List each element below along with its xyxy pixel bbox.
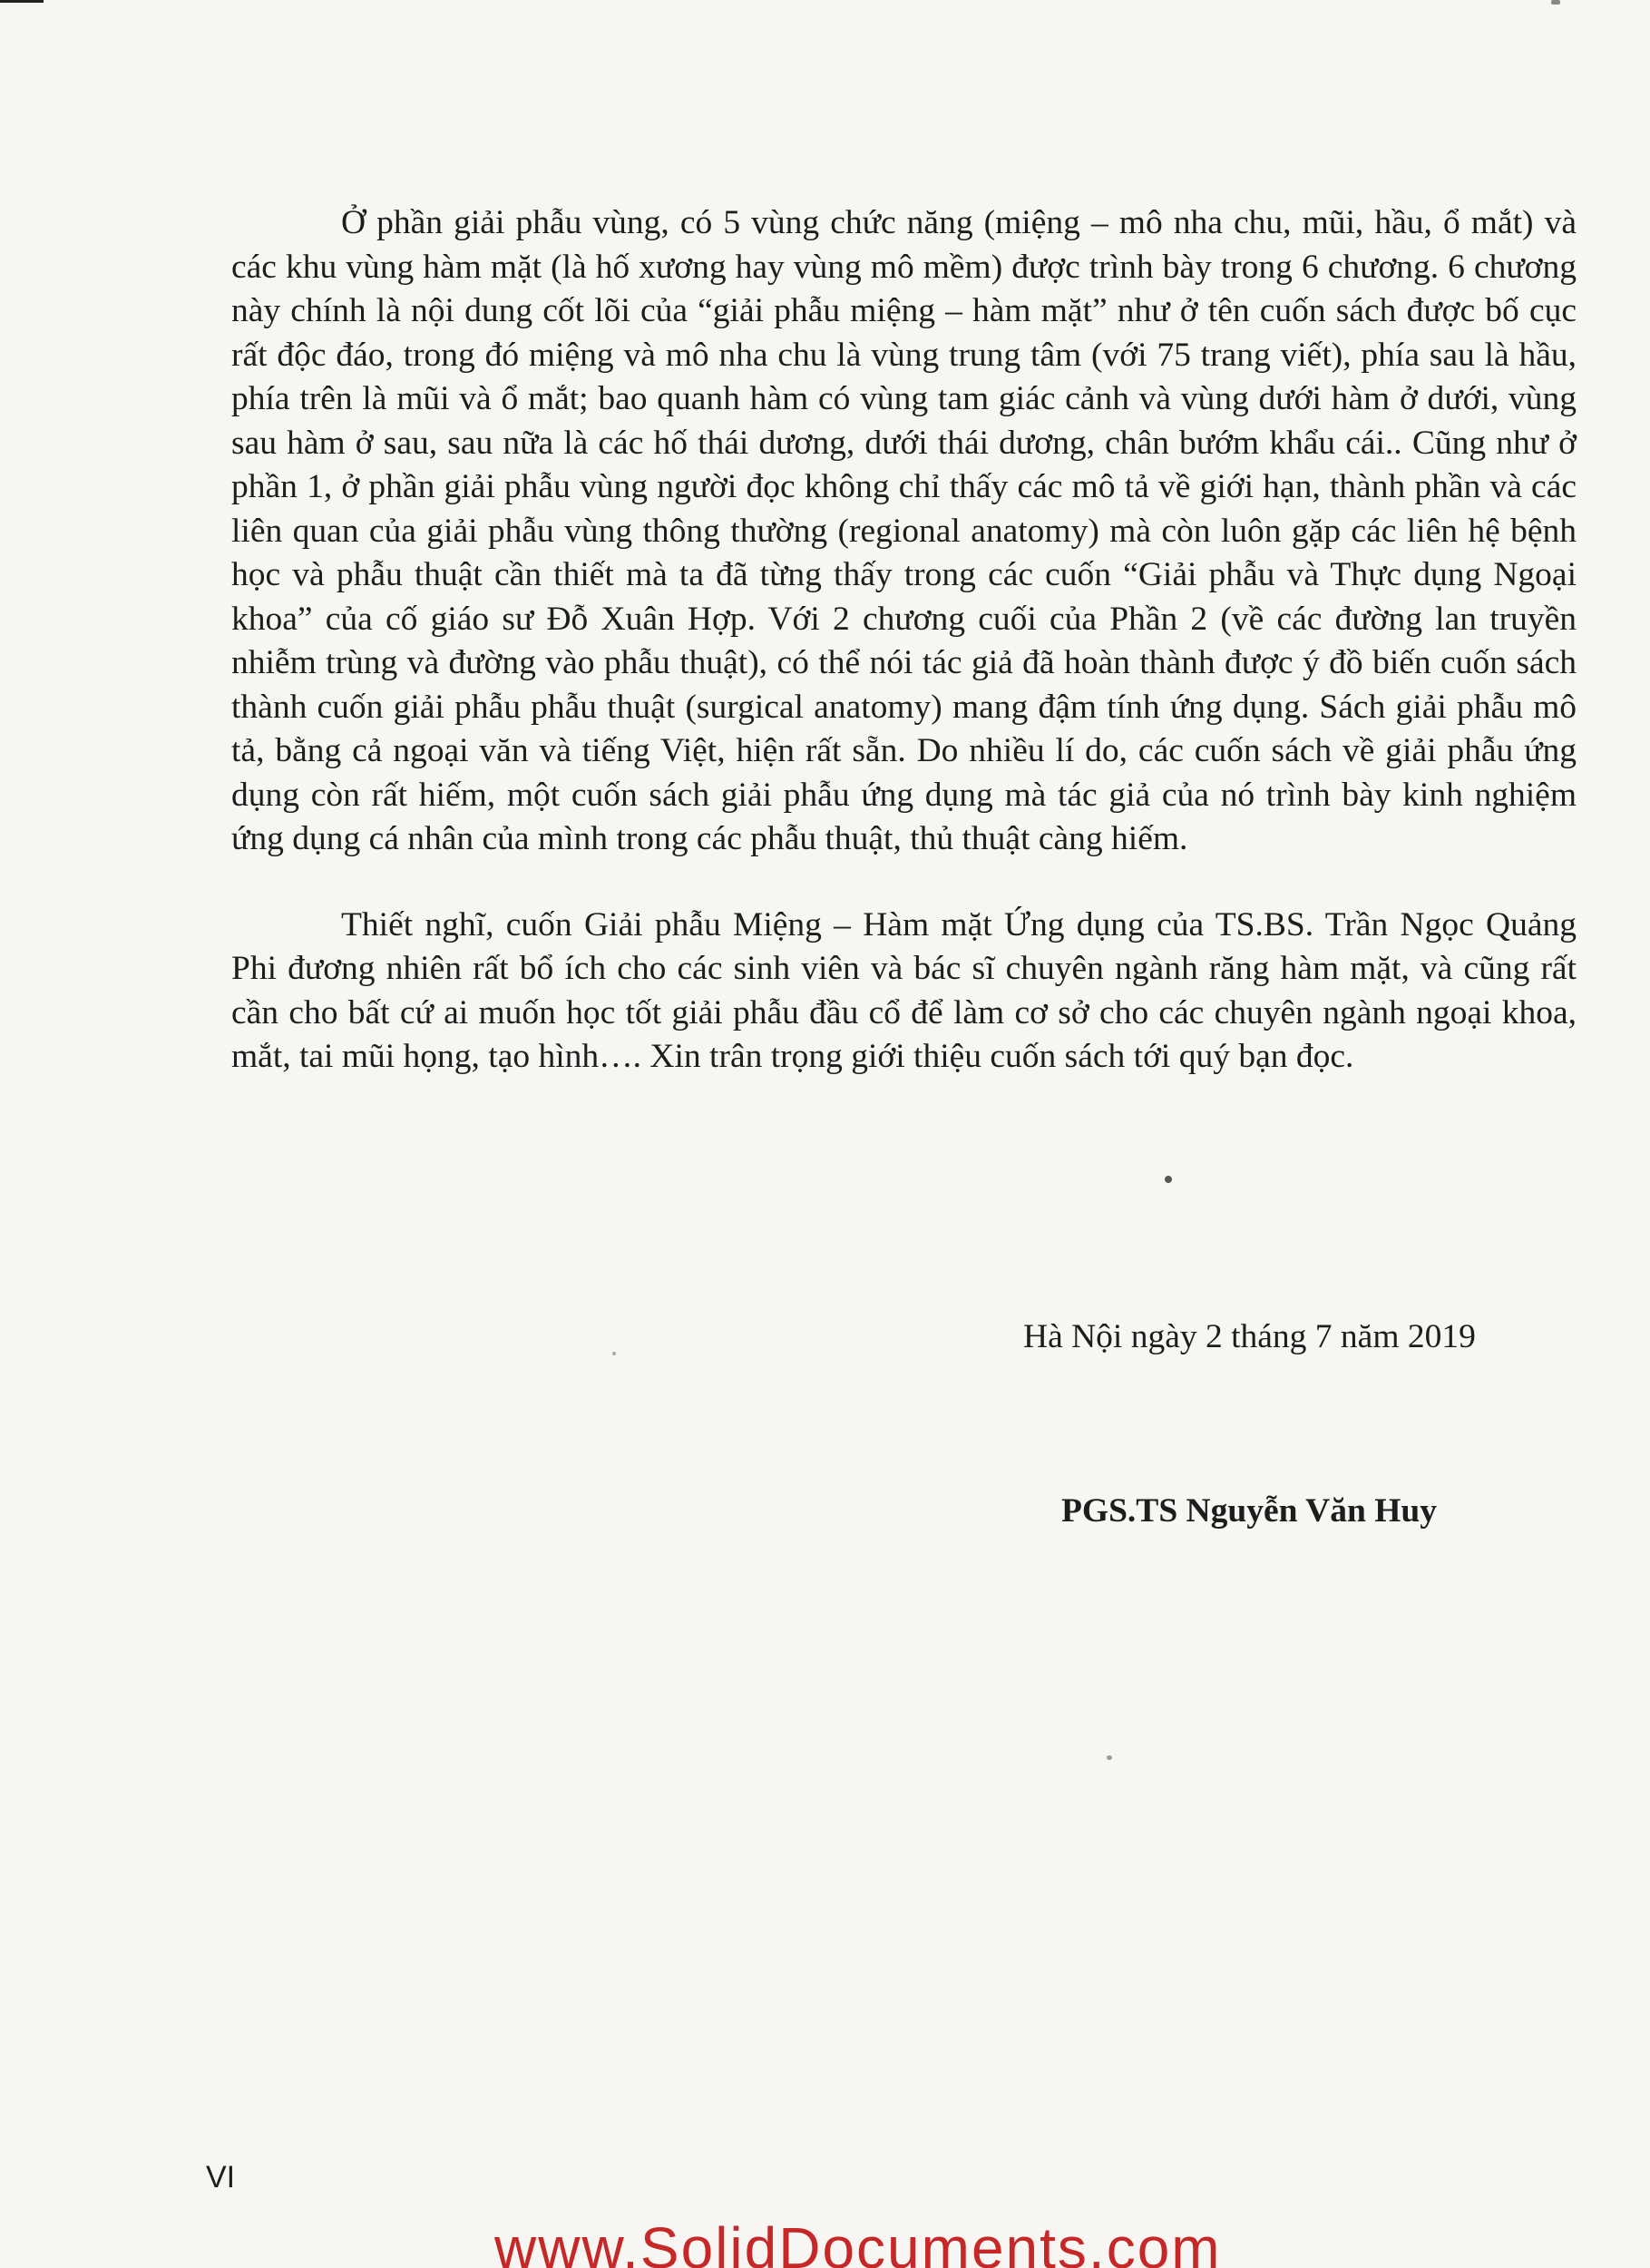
scan-speck — [612, 1352, 616, 1355]
author-signature: PGS.TS Nguyễn Văn Huy — [1061, 1492, 1438, 1530]
scan-speck — [1165, 1176, 1172, 1183]
watermark-link[interactable]: www.SolidDocuments.com — [494, 2215, 1222, 2268]
paragraph-2: Thiết nghĩ, cuốn Giải phẫu Miệng – Hàm mặt Ứng dụng của TS.BS. Trần Ngọc Quảng Phi đương nhiên rất bổ ích cho các sinh viên và bác sĩ chuyên ngành răng hàm mặt, và cũng rất cần cho bất cứ ai muốn học tốt giải phẫu đầu cổ để làm cơ sở cho các chuyên ngành ngoại khoa, mắt, tai mũi họng, tạo hình…. Xin trân trọng giới thiệu cuốn sách tới quý bạn đọc. — [231, 905, 1577, 1075]
body-text — [231, 201, 1577, 1080]
scan-corner-mark — [0, 0, 44, 3]
dateline: Hà Nội ngày 2 tháng 7 năm 2019 — [1023, 1318, 1476, 1355]
page-number: VI — [206, 2160, 236, 2195]
paragraph-1: Ở phần giải phẫu vùng, có 5 vùng chức năng (miệng – mô nha chu, mũi, hầu, ổ mắt) và các khu vùng hàm mặt (là hố xương hay vùng mô mềm) được trình bày trong 6 chương. 6 chương này chính là nội dung cốt lõi của “giải phẫu miệng – hàm mặt” như ở tên cuốn sách được bố cục rất độc đáo, trong đó miệng và mô nha chu là vùng trung tâm (với 75 trang viết), phía sau là hầu, phía trên là mũi và ổ mắt; bao quanh hàm có vùng tam giác cảnh và vùng dưới hàm ở dưới, vùng sau hàm ở sau, sau nữa là các hố thái dương, dưới thái dương, chân bướm khẩu cái.. Cũng như ở phần 1, ở phần giải phẫu vùng người đọc không chỉ thấy các mô tả về giới hạn, thành phần và các liên quan của giải phẫu vùng thông thường (regional anatomy) mà còn luôn gặp các liên hệ bệnh học và phẫu thuật cần thiết mà ta đã từng thấy trong các cuốn “Giải phẫu và Thực dụng Ngoại khoa” của cố giáo sư Đỗ Xuân Hợp. Với 2 chương cuối của Phần 2 (về các đường lan truyền nhiễm trùng và đường vào phẫu thuật), có thể nói tác giả đã hoàn thành được ý đồ biến cuốn sách thành cuốn giải phẫu phẫu thuật (surgical anatomy) mang đậm tính ứng dụng. Sách giải phẫu mô tả, bằng cả ngoại văn và tiếng Việt, hiện rất sẵn. Do nhiều lí do, các cuốn sách về giải phẫu ứng dụng còn rất hiếm, một cuốn sách giải phẫu ứng dụng mà tác giả của nó trình bày kinh nghiệm ứng dụng cá nhân của mình trong các phẫu thuật, thủ thuật càng hiếm. — [231, 204, 1577, 857]
scan-speck — [1551, 0, 1560, 5]
scan-speck — [1107, 1755, 1112, 1760]
